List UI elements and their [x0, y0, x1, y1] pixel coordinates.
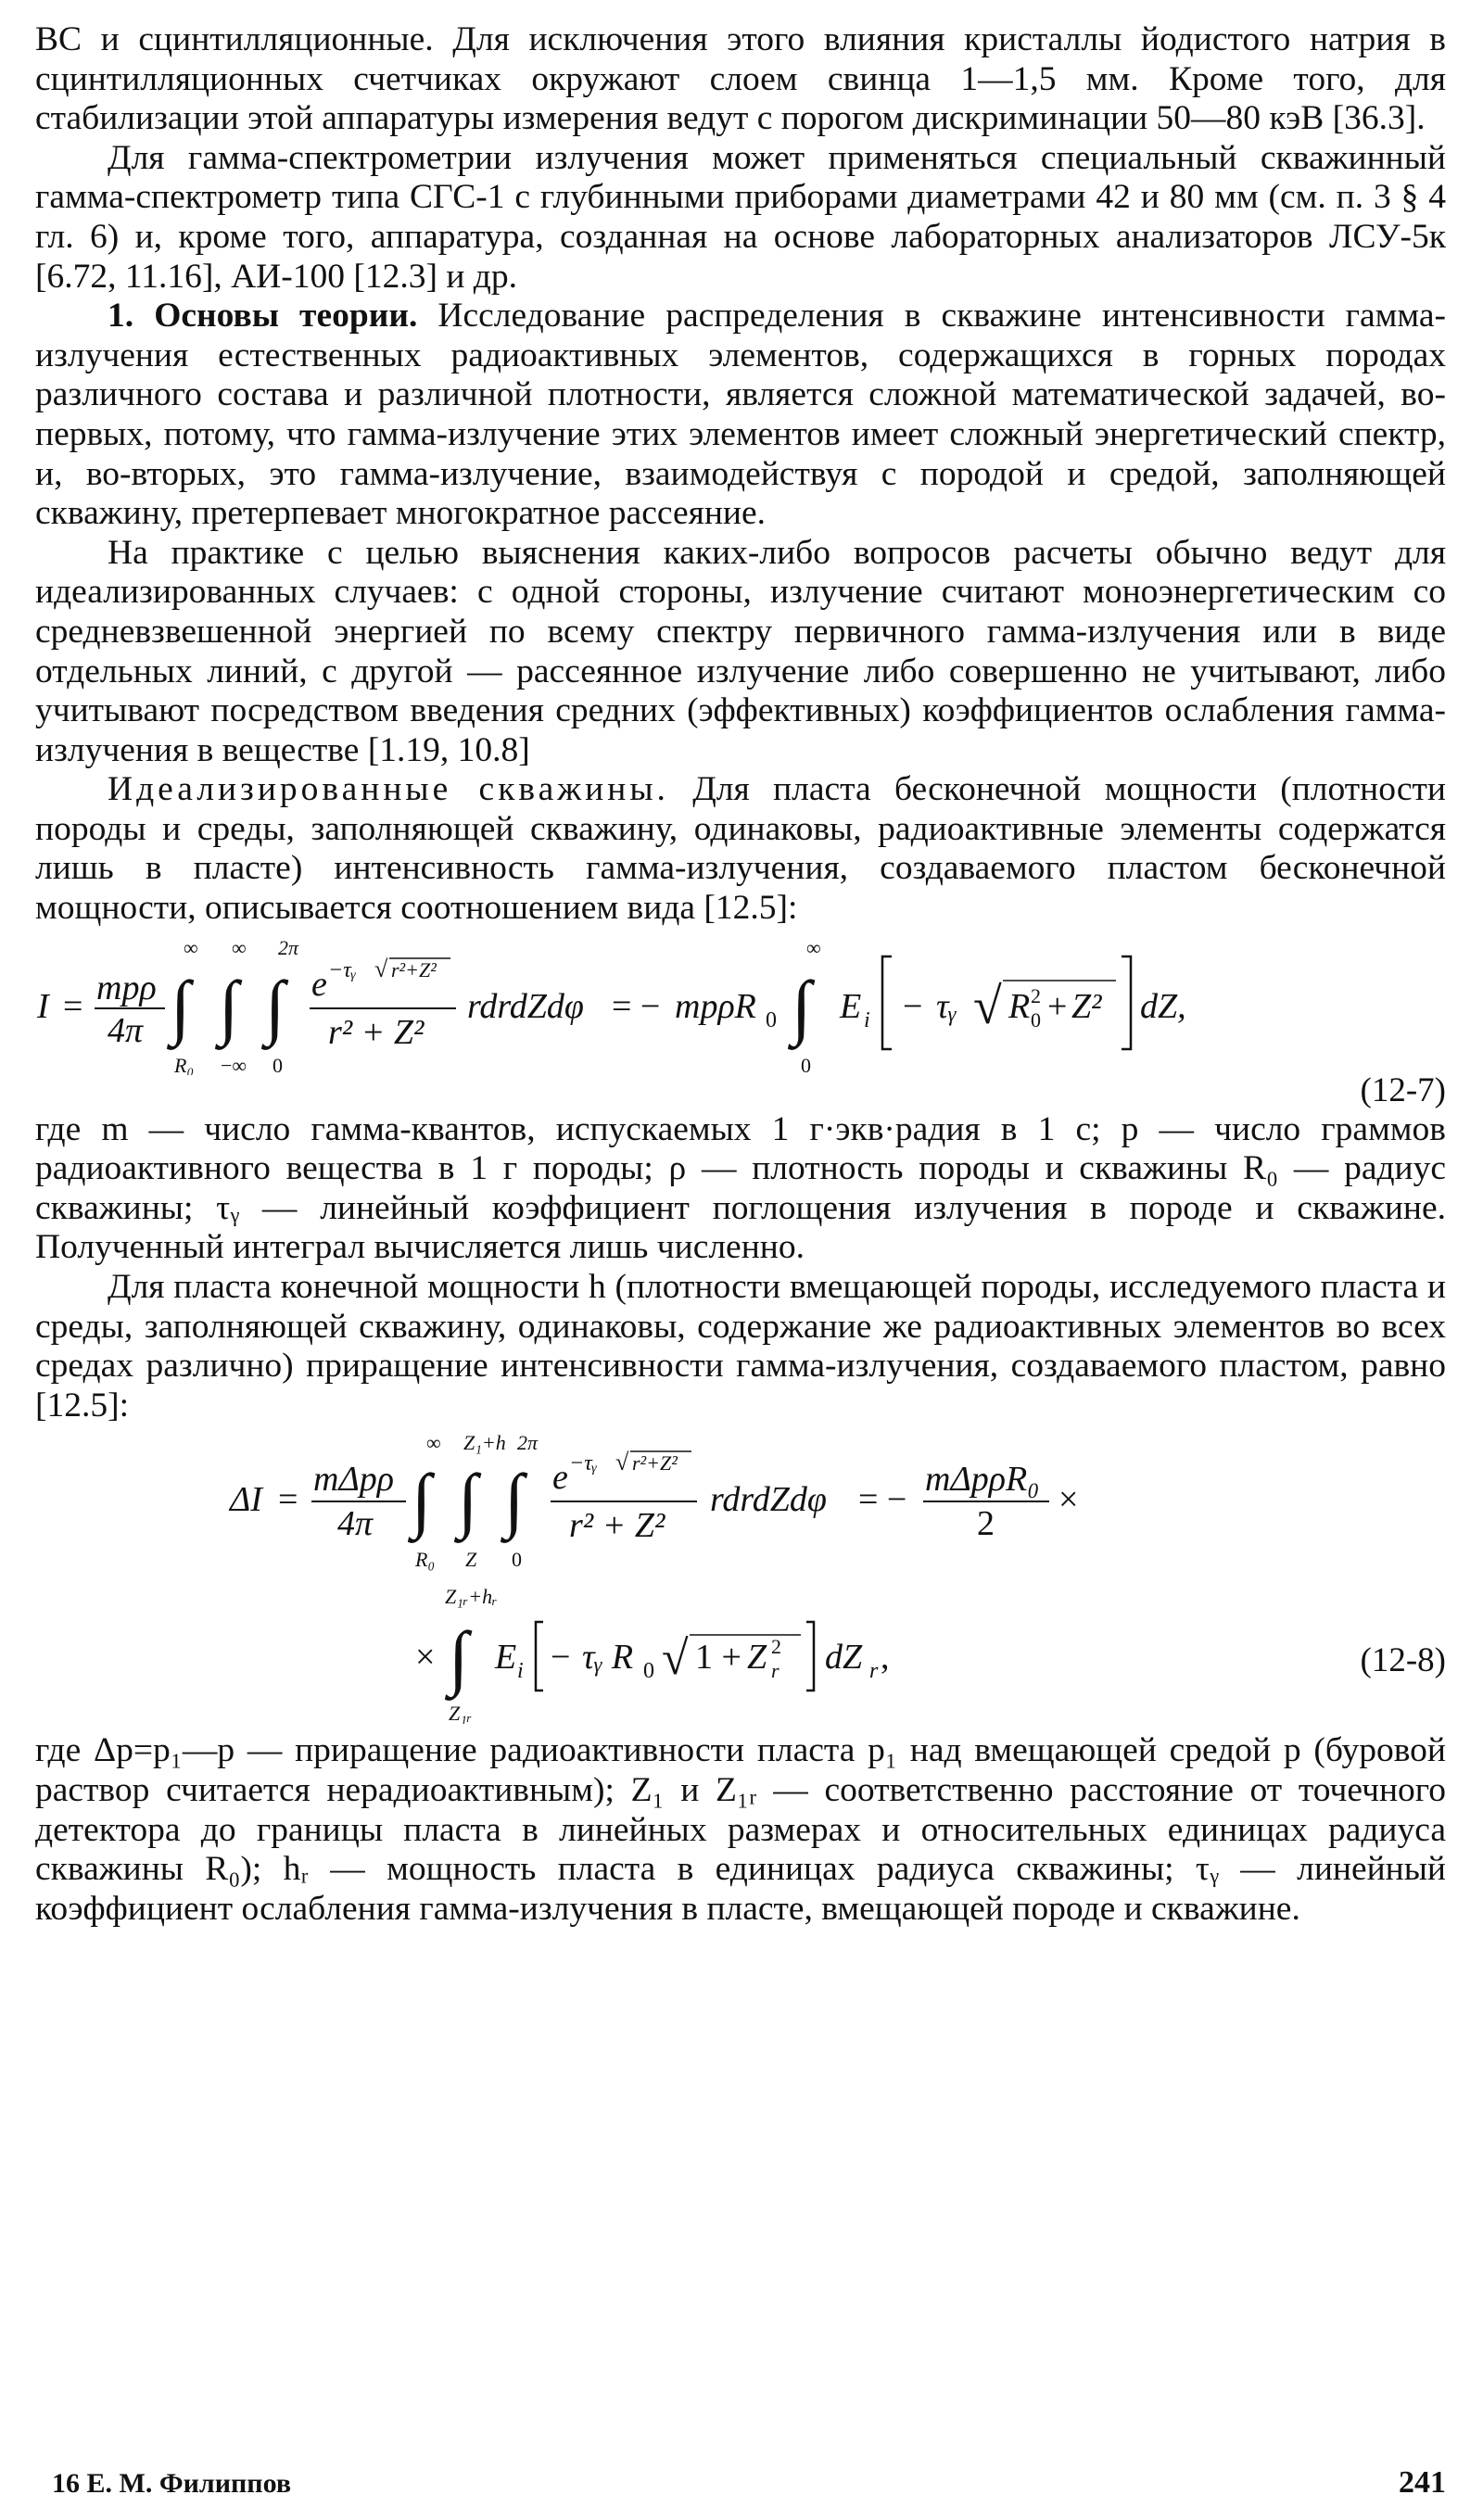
paragraph-5-body: Для пласта бесконечной мощности (плотности породы и среды, заполняющей скважину, одинаковы, радиоактивные элементы содержатся лишь в пласте) интенсивность гамма-излучения, создаваемого пластом бесконечной мощности, описывается соотношением вида [12.5]:: [35, 770, 1446, 928]
svg-text:r² + Z²: r² + Z²: [569, 1506, 665, 1546]
svg-text:e: e: [552, 1458, 568, 1498]
svg-text:2: 2: [1031, 983, 1041, 1007]
svg-text:2π: 2π: [517, 1431, 539, 1455]
page-footer: [52, 2465, 1446, 2501]
svg-text:4π: 4π: [108, 1010, 144, 1050]
svg-text:R: R: [1008, 986, 1031, 1026]
paragraph-8: где Δp=p₁—p — приращение радиоактивности пласта p₁ над вмещающей средой p (буровой раствор считается нерадиоактивным); Z₁ и Z₁ᵣ — соответственно расстояние от точечного детектора до границы пласта в линейных размерах и относительных единицах радиуса скважины R₀); hᵣ — мощность пласта в единицах радиуса скважины; τᵧ — линейный коэффициент ослабления гамма-излучения в пласте, вмещающей породе и скважине.: [35, 1731, 1446, 1928]
svg-text:mΔpρR₀: mΔpρR₀: [925, 1460, 1040, 1500]
svg-text:R₀: R₀: [415, 1548, 436, 1572]
svg-text:0: 0: [766, 1007, 777, 1032]
svg-text:+: +: [1047, 986, 1068, 1026]
subsection-heading: Идеализированные скважины.: [108, 770, 669, 809]
paragraph-3-body: Исследование распределения в скважине интенсивности гамма-излучения естественных радиоактивных элементов, содержащихся в горных породах различного состава и различной плотности, является сложной математической задачей, во-первых, потому, что гамма-излучение этих элементов имеет сложный энергетический спектр, и, во-вторых, это гамма-излучение, взаимодействуя с породой и средой, заполняющей скважину, претерпевает многократное рассеяние.: [35, 297, 1446, 533]
svg-text:e: e: [311, 964, 327, 1004]
svg-text:×: ×: [415, 1638, 436, 1678]
paragraph-2: Для гамма-спектрометрии излучения может применяться специальный скважинный гамма-спектрометр типа СГС-1 с глубинными приборами диаметрами 42 и 80 мм (см. п. 3 § 4 гл. 6) и, кроме того, аппаратура, созданная на основе лабораторных анализаторов ЛСУ-5к [6.72, 11.16], АИ-100 [12.3] и др.: [35, 138, 1446, 296]
svg-text:∞: ∞: [232, 937, 247, 959]
svg-text:=: =: [278, 1480, 298, 1520]
svg-text:mpρR: mpρR: [675, 986, 756, 1026]
paragraph-1: ВС и сцинтилляционные. Для исключения этого влияния кристаллы йодистого натрия в сцинтилляционных счетчиках окружают слоем свинца 1—1,5 мм. Кроме того, для стабилизации этой аппаратуры измерения ведут с порогом дискриминации 50—80 кэВ [36.3].: [35, 20, 1446, 138]
svg-text:−: −: [551, 1638, 571, 1678]
svg-text:∫: ∫: [265, 965, 285, 1046]
svg-text:Z₁+h: Z₁+h: [463, 1431, 506, 1455]
section-heading: 1. Основы теории.: [108, 297, 418, 336]
paragraph-4: На практике с целью выяснения каких-либо вопросов расчеты обычно ведут для идеализированных случаев: с одной стороны, излучение считают моноэнергетическим со средневзвешенной энергией по всему спектру первичного гамма-излучения или в виде отдельных линий, с другой — рассеянное излучение либо совершенно не учитывают, либо учитывают посредством введения средних (эффективных) коэффициентов ослабления гамма-излучения в веществе [1.19, 10.8]: [35, 533, 1446, 769]
svg-text:1 +: 1 +: [695, 1638, 742, 1678]
footer-signature: 16 Е. М. Филиппов: [52, 2468, 292, 2499]
svg-text:E: E: [840, 986, 862, 1026]
svg-text:2: 2: [977, 1504, 995, 1544]
equation-12-8-graphic: [35, 1431, 1446, 1724]
svg-text:0: 0: [512, 1548, 522, 1572]
equation-12-7: [35, 938, 1446, 1075]
svg-text:0: 0: [1031, 1007, 1041, 1032]
svg-text:−τᵧ: −τᵧ: [569, 1451, 598, 1476]
paragraph-3: [35, 297, 1446, 534]
svg-text:∫: ∫: [449, 1616, 469, 1698]
svg-text:0: 0: [643, 1659, 654, 1684]
svg-text:∫: ∫: [792, 965, 812, 1046]
svg-text:Z²: Z²: [1071, 986, 1102, 1026]
svg-text:E: E: [495, 1638, 517, 1678]
svg-text:√: √: [662, 1632, 689, 1686]
paragraph-6: где m — число гамма-квантов, испускаемых 1 г·экв·радия в 1 с; p — число граммов радиоактивного вещества в 1 г породы; ρ — плотность породы и скважины R₀ — радиус скважины; τᵧ — линейный коэффициент поглощения излучения в породе и скважине. Полученный интеграл вычисляется лишь численно.: [35, 1109, 1446, 1267]
svg-text:rdrdZdφ: rdrdZdφ: [467, 986, 584, 1026]
svg-text:−: −: [903, 986, 923, 1026]
page-number: 241: [1399, 2465, 1446, 2500]
svg-text:0: 0: [273, 1053, 283, 1075]
svg-text:= −: = −: [858, 1480, 907, 1520]
svg-text:√: √: [374, 955, 388, 982]
svg-text:τᵧ: τᵧ: [936, 986, 957, 1026]
svg-text:∫: ∫: [171, 965, 191, 1046]
svg-text:∫: ∫: [412, 1459, 432, 1540]
svg-text:∫: ∫: [458, 1459, 478, 1540]
svg-text:Z: Z: [465, 1548, 477, 1572]
svg-text:dZ: dZ: [825, 1638, 863, 1678]
svg-text:Z₁ᵣ+hᵣ: Z₁ᵣ+hᵣ: [445, 1585, 498, 1609]
svg-text:mΔpρ: mΔpρ: [313, 1460, 394, 1500]
svg-text:= −: = −: [612, 986, 661, 1026]
equation-12-7-graphic: [35, 938, 1446, 1075]
svg-text:r: r: [869, 1659, 879, 1684]
svg-text:∞: ∞: [426, 1431, 441, 1455]
svg-text:,: ,: [881, 1638, 890, 1678]
paragraph-7: Для пласта конечной мощности h (плотности вмещающей породы, исследуемого пласта и среды, заполняющей скважину, одинаковы, содержание же радиоактивных элементов во всех средах различно) приращение интенсивности гамма-излучения, создаваемого пластом, равно [12.5]:: [35, 1268, 1446, 1425]
svg-text:2π: 2π: [278, 937, 299, 959]
svg-text:4π: 4π: [337, 1504, 374, 1544]
svg-text:r²+Z²: r²+Z²: [632, 1451, 678, 1475]
svg-text:0: 0: [801, 1053, 811, 1075]
svg-text:√: √: [973, 977, 1002, 1035]
svg-text:Z₁ᵣ: Z₁ᵣ: [449, 1702, 473, 1725]
svg-text:I: I: [37, 986, 49, 1026]
svg-text:R₀: R₀: [174, 1053, 195, 1075]
svg-text:×: ×: [1058, 1480, 1079, 1520]
svg-text:=: =: [63, 986, 83, 1026]
svg-text:∫: ∫: [219, 965, 239, 1046]
svg-text:2: 2: [771, 1635, 781, 1659]
equation-12-8-number: (12-8): [1360, 1641, 1446, 1680]
svg-text:∫: ∫: [504, 1459, 525, 1540]
svg-text:i: i: [864, 1007, 870, 1032]
equation-12-8: [35, 1431, 1446, 1724]
svg-text:∞: ∞: [806, 937, 821, 959]
svg-text:mpρ: mpρ: [96, 968, 157, 1007]
svg-text:−∞: −∞: [221, 1053, 247, 1075]
svg-text:∞: ∞: [184, 937, 198, 959]
svg-text:r: r: [771, 1659, 780, 1683]
svg-text:ΔI: ΔI: [230, 1480, 262, 1520]
svg-text:r²+Z²: r²+Z²: [391, 957, 437, 981]
paragraph-5: [35, 770, 1446, 928]
svg-text:−τᵧ: −τᵧ: [328, 957, 357, 982]
svg-text:Z: Z: [747, 1638, 767, 1678]
svg-text:√: √: [615, 1449, 629, 1476]
svg-text:r² + Z²: r² + Z²: [328, 1012, 425, 1052]
svg-text:rdrdZdφ: rdrdZdφ: [710, 1480, 827, 1520]
equation-12-7-number: (12-7): [1360, 1070, 1446, 1109]
svg-text:i: i: [517, 1659, 524, 1684]
svg-text:τᵧ R: τᵧ R: [582, 1638, 634, 1678]
svg-text:dZ,: dZ,: [1140, 986, 1186, 1026]
